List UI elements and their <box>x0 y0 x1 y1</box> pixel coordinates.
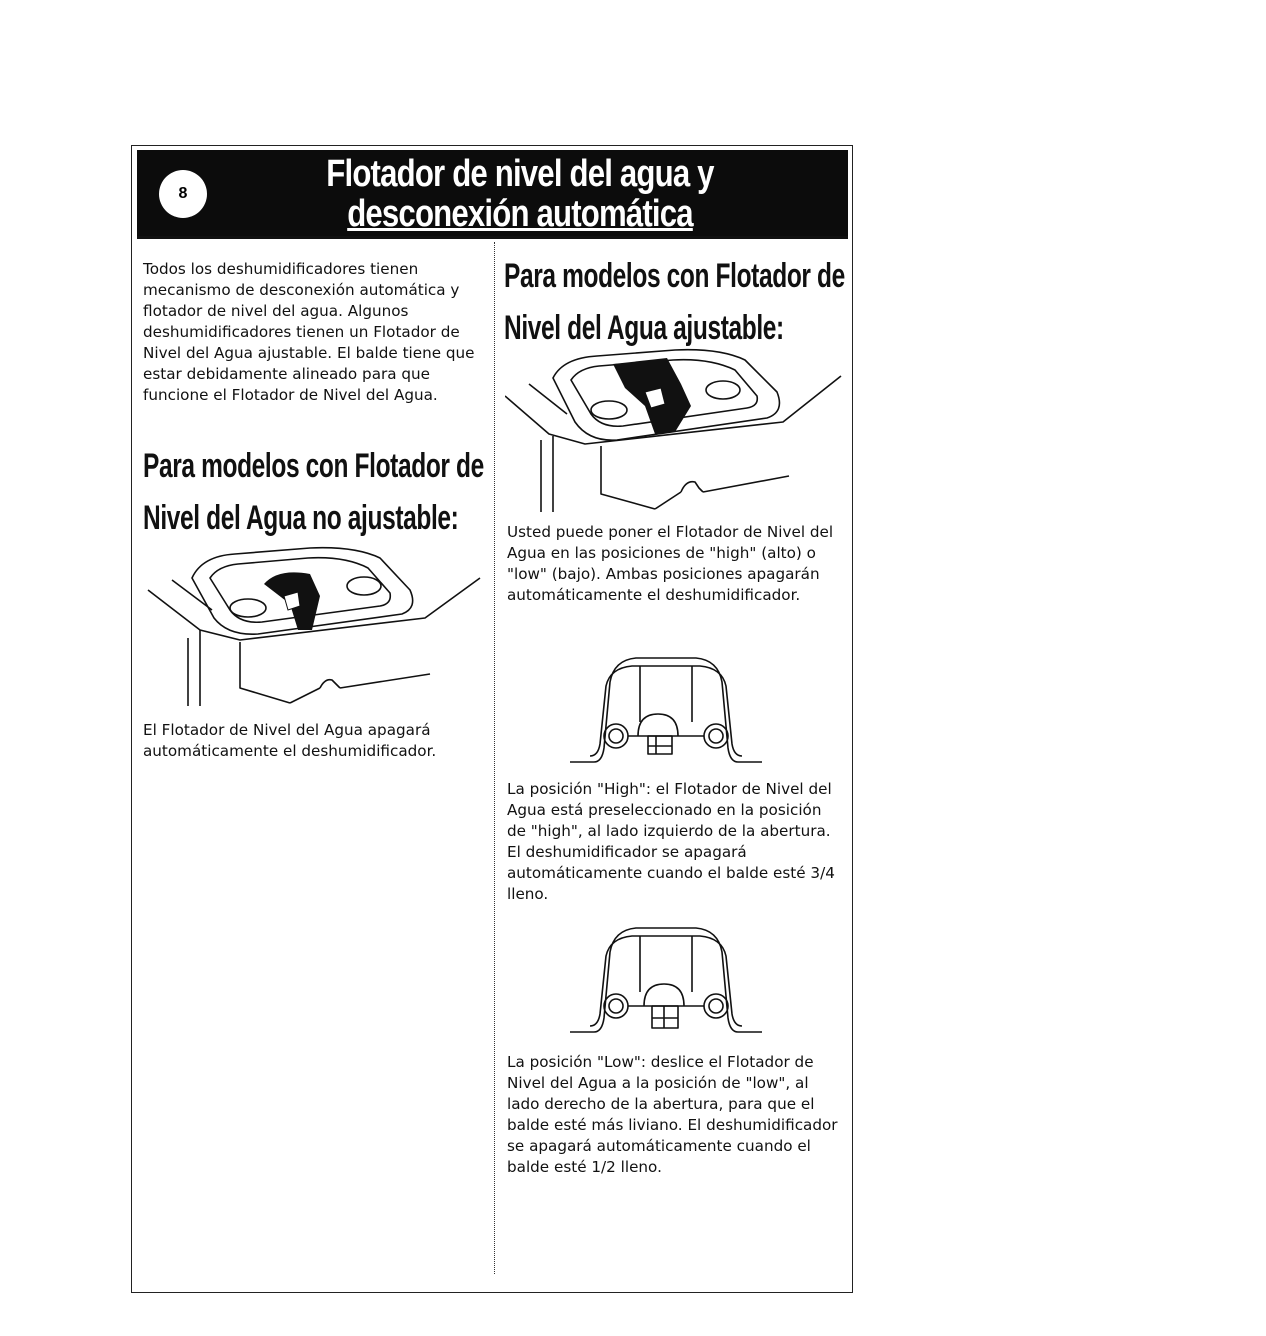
left-heading-line-1: Para modelos con Flotador de <box>143 447 484 485</box>
left-caption: El Flotador de Nivel del Agua apagará automáticamente el deshumidificador. <box>143 721 437 760</box>
left-intro-text: Todos los deshumidificadores tienen mecanismo de desconexión automática y flotador de nivel del agua. Algunos deshumidificadores tienen un Flotador de Nivel del Agua ajustable. El balde tiene que estar debidamente alineado para que funcione el Flotador de Nivel del Agua. <box>143 260 475 404</box>
high-position-diagram <box>566 652 766 770</box>
fixed-float-illustration <box>140 538 485 708</box>
high-caption: La posición "High": el Flotador de Nivel del Agua está preseleccionado en la posición de "high", al lado izquierdo de la abertura. El deshumidificador se apagará automáticamente cuando el balde esté 3/4 lleno. <box>507 780 835 903</box>
left-heading <box>143 440 484 544</box>
step-badge <box>159 170 207 218</box>
page-title <box>290 150 749 234</box>
right-intro-text: Usted puede poner el Flotador de Nivel del Agua en las posiciones de "high" (alto) o "low" (bajo). Ambas posiciones apagarán automáticamente el deshumidificador. <box>507 523 834 604</box>
title-line-1: Flotador de nivel del agua y <box>326 153 714 195</box>
low-caption: La posición "Low": deslice el Flotador de Nivel del Agua a la posición de "low", al lado derecho de la abertura, para que el balde esté más liviano. El deshumidificador se apagará automáticamente cuando el balde esté 1/2 lleno. <box>507 1053 838 1176</box>
column-divider <box>494 242 495 1274</box>
header-rule <box>137 236 848 239</box>
title-line-2: desconexión automática <box>347 193 693 235</box>
right-heading-line-1: Para modelos con Flotador de <box>504 257 845 295</box>
left-heading-line-2: Nivel del Agua no ajustable: <box>143 499 459 537</box>
right-heading <box>504 250 845 354</box>
right-heading-line-2: Nivel del Agua ajustable: <box>504 309 784 347</box>
step-number: 8 <box>178 185 188 202</box>
adjustable-float-illustration <box>505 344 845 514</box>
low-position-diagram <box>566 922 766 1040</box>
